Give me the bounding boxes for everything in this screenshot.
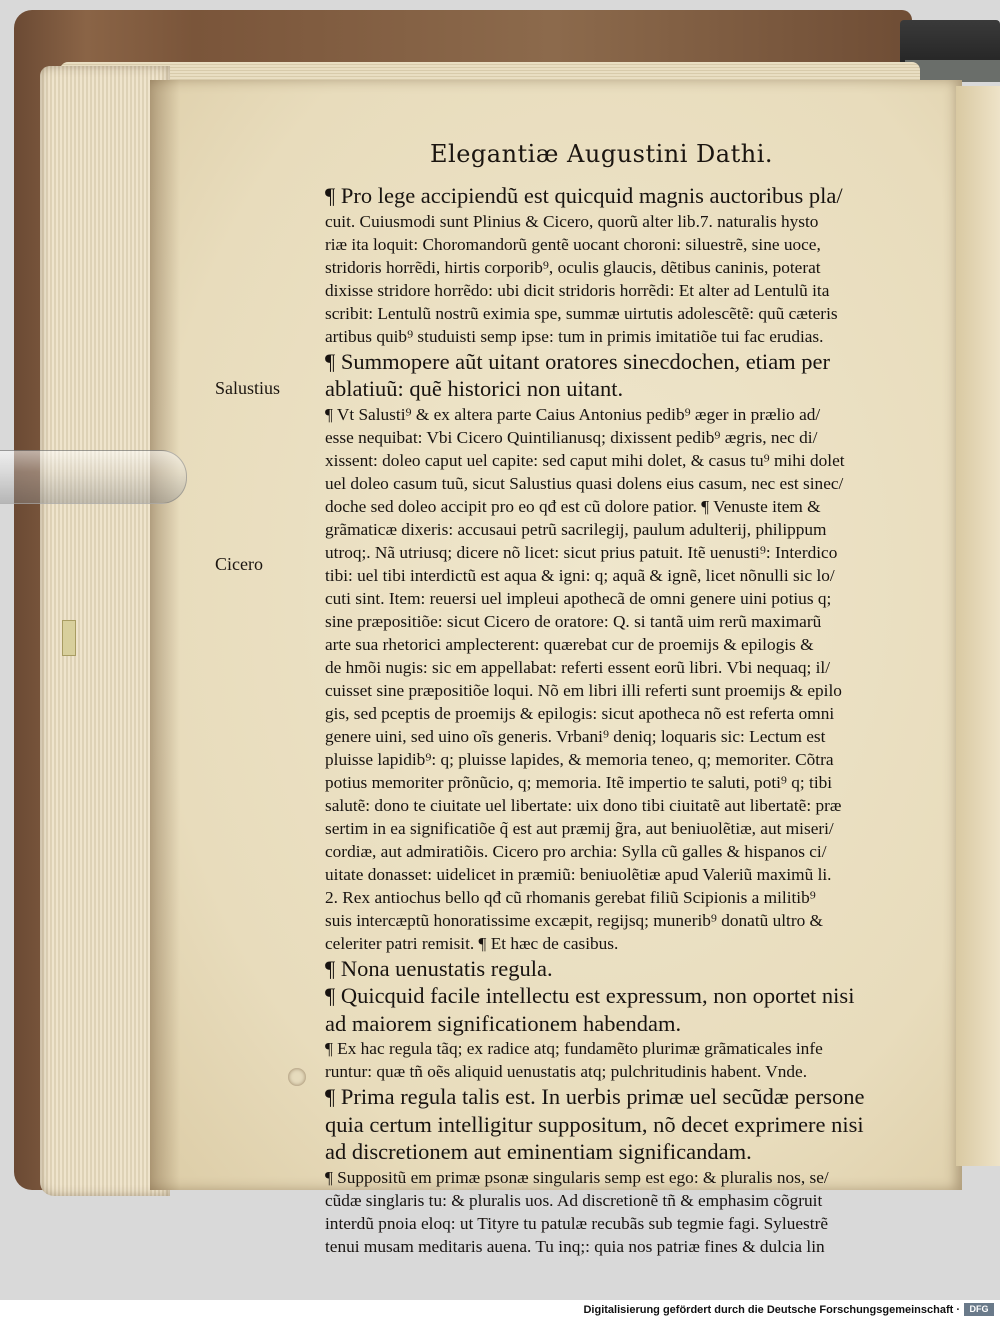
- text-line: genere uini, sed uino oĩs generis. Vrbani⁹ deniq; loquaris sic: Lectum est: [325, 726, 826, 746]
- text-line: suis intercæptũ honoratissime excæpit, regijsq; munerib⁹ donatũ ultro &: [325, 910, 823, 930]
- text-line: artibus quib⁹ studuisti semp ipse: tum in primis imitatiõe tui fac erudias.: [325, 326, 824, 346]
- text-line: uitate donasset: uidelicet in præmiũ: beniuolẽtiæ apud Valeriũ maximũ li.: [325, 864, 832, 884]
- text-line: 2. Rex antiochus bello qđ cũ rhomanis gerebat filiũ Scipionis a militib⁹: [325, 887, 816, 907]
- text-line: interdũ pnoia eloq: ut Tityre tu patulæ recubãs sub tegmie fagi. Syluestrẽ: [325, 1213, 828, 1233]
- text-line: ¶ Nona uenustatis regula.: [325, 955, 553, 981]
- text-line: gis, sed pceptis de proemijs & epilogis: sicut apotheca nõ est referta omni: [325, 703, 835, 723]
- text-line: esse nequibat: Vbi Cicero Quintilianusq; dixissent pedib⁹ ægris, nec di/: [325, 427, 818, 447]
- text-line: ¶ Quicquid facile intellectu est expressum, non oportet nisi: [325, 983, 855, 1008]
- text-line: cuisset sine præpositiõe loqui. Nõ em libri illi referti sunt proemijs & epilo: [325, 680, 842, 700]
- gutter-shadow: [150, 80, 180, 1190]
- dfg-logo-icon: DFG: [964, 1303, 994, 1316]
- footer-bar: [0, 1300, 1000, 1320]
- text-line: ¶ Vt Salusti⁹ & ex altera parte Caius Antonius pedib⁹ æger in prælio ad/: [325, 404, 821, 424]
- text-line: cũdæ singlaris tu: & pluralis uos. Ad discretionẽ tñ & emphasim cõgruit: [325, 1190, 823, 1210]
- text-line: xissent: doleo caput uel capite: sed caput mihi dolet, & casus tu⁹ mihi dolet: [325, 450, 845, 470]
- text-line: cuit. Cuiusmodi sunt Plinius & Cicero, quorũ alter lib.7. naturalis hysto: [325, 211, 819, 231]
- text-line: tibi: uel tibi interdictũ est aqua & igni: q; aquã & ignẽ, licet nõnulli sic lo/: [325, 565, 835, 585]
- text-line: scribit: Lentulũ nostrũ eximia spe, summæ uirtutis adolescẽtẽ: quũ cæteris: [325, 303, 838, 323]
- glass-weight-rod: [0, 450, 187, 504]
- text-line: ¶ Pro lege accipiendũ est quicquid magnis auctoribus pla/: [325, 183, 843, 208]
- paper-hole: [288, 1068, 306, 1086]
- text-line: arte sua rhetorici amplecterent: quærebat cur de proemijs & epilogis &: [325, 634, 814, 654]
- text-line: de hmõi nugis: sic em appellabat: referti essent eorũ libri. Vbi nequaq; il/: [325, 657, 831, 677]
- text-line: utroq;. Nã utriusq; dicere nõ licet: sicut prius patuit. Itẽ uenusti⁹: Interdico: [325, 542, 838, 562]
- text-line: tenui musam meditaris auena. Tu inq;: quia nos patriæ fines & dulcia lin: [325, 1236, 825, 1256]
- margin-note-salustius: Salustius: [215, 378, 281, 398]
- text-line: celeriter patri remisit. ¶ Et hæc de casibus.: [325, 933, 619, 953]
- page-tab-marker: [62, 620, 76, 656]
- text-line: ad discretionem aut eminentiam significandam.: [325, 1139, 752, 1164]
- text-line: dixisse stridore horrẽdo: ubi dicit stridoris horrẽdi: Et alter ad Lentulũ ita: [325, 280, 830, 300]
- text-line: doche sed doleo accipit pro eo qđ est cũ dolore patior. ¶ Venuste item &: [325, 496, 821, 516]
- text-line: potius memoriter prõnũcio, q; memoria. Itẽ impertio te saluti, poti⁹ q; tibi: [325, 772, 833, 792]
- text-line: ad maiorem significationem habendam.: [325, 1010, 682, 1036]
- text-line: runtur: quæ tñ oẽs aliquid uenustatis atq; pulchritudinis habent. Vnde.: [325, 1062, 808, 1081]
- text-line: quia certum intelligitur suppositum, nõ decet exprimere nisi: [325, 1111, 864, 1137]
- text-line: cordiæ, aut admiratiõis. Cicero pro archia: Sylla cũ galles & hispanos ci/: [325, 841, 827, 861]
- text-line: uel doleo casum tuũ, sicut Salustius quasi dolens eius casum, nec est sinec/: [325, 473, 844, 493]
- text-line: ¶ Summopere aũt uitant oratores sinecdochen, etiam per: [325, 348, 831, 374]
- running-head: Elegantiæ Augustini Dathi.: [430, 140, 773, 168]
- text-line: ablatiuũ: quẽ historici non uitant.: [325, 376, 624, 401]
- text-line: salutẽ: dono te ciuitate uel libertate: uix dono tibi ciuitatẽ aut libertatẽ: præ: [325, 795, 842, 815]
- facing-page-edge: [956, 86, 1000, 1166]
- text-line: riæ ita loquit: Choromandorũ gentẽ uocant choroni: siluestrẽ, sine uoce,: [325, 234, 821, 254]
- text-line: stridoris horrẽdi, hirtis corporib⁹, oculis glaucis, dẽtibus caninis, poterat: [325, 257, 821, 277]
- margin-note-cicero: Cicero: [215, 554, 263, 574]
- footer-credit: Digitalisierung gefördert durch die Deutsche Forschungsgemeinschaft ·: [583, 1304, 960, 1316]
- text-line: ¶ Suppositũ em primæ psonæ singularis semp est ego: & pluralis nos, se/: [325, 1167, 829, 1187]
- text-line: pluisse lapidib⁹: q; pluisse lapides, & memoria teneo, q; memoriter. Cõtra: [325, 749, 834, 769]
- text-line: ¶ Prima regula talis est. In uerbis primæ uel secũdæ persone: [325, 1084, 865, 1109]
- text-line: ¶ Ex hac regula tãq; ex radice atq; fundamẽto plurimæ grãmaticales infe: [325, 1039, 823, 1058]
- text-line: sertim in ea significatiõe q̃ est aut præmij g̃ra, aut beniuolẽtiæ, aut miseri/: [325, 818, 834, 838]
- text-line: grãmaticæ dixeris: accusaui petrũ sacrilegij, paulum adulterij, philippum: [325, 519, 827, 539]
- text-line: cuti sint. Item: reuersi uel impleui apothecã de omni genere uini potius q;: [325, 588, 832, 608]
- text-line: sine præpositiõe: sicut Cicero de oratore: Q. si tantã uim rerũ maximarũ: [325, 611, 822, 631]
